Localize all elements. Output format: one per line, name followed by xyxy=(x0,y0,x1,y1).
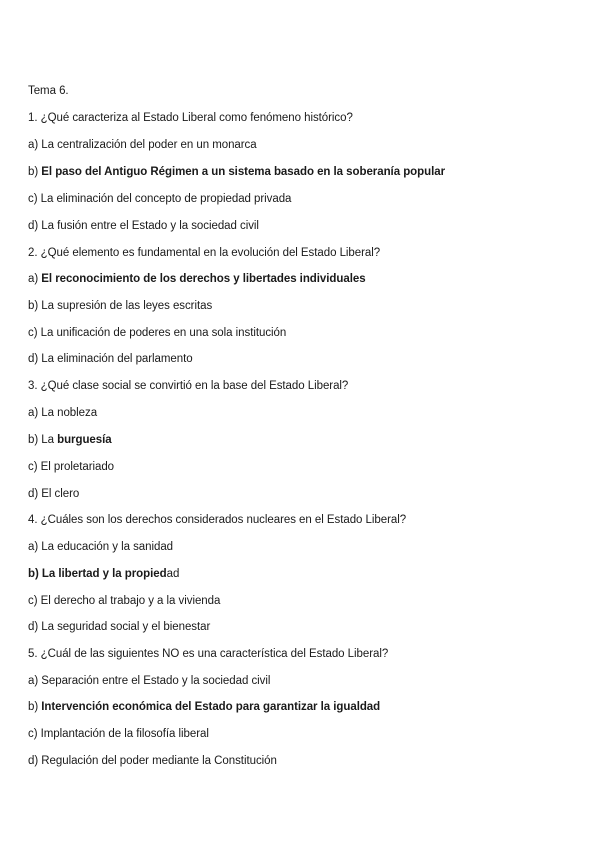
q5-option-a: a) Separación entre el Estado y la sociedad civil xyxy=(28,675,271,687)
q5-option-b-prefix: b) xyxy=(28,701,42,713)
q1-option-a: a) La centralización del poder en un monarca xyxy=(28,139,257,151)
q2-option-a-prefix: a) xyxy=(28,273,42,285)
q2-option-b: b) La supresión de las leyes escritas xyxy=(28,300,213,312)
q1-option-d: d) La fusión entre el Estado y la sociedad civil xyxy=(28,220,259,232)
q5-option-d: d) Regulación del poder mediante la Constitución xyxy=(28,755,277,767)
question-1: 1. ¿Qué caracteriza al Estado Liberal como fenómeno histórico? xyxy=(28,112,353,124)
q3-option-c: c) El proletariado xyxy=(28,461,115,473)
q5-option-b-answer: Intervención económica del Estado para garantizar la igualdad xyxy=(41,701,381,713)
q4-option-a: a) La educación y la sanidad xyxy=(28,541,174,553)
q5-option-b xyxy=(28,700,380,714)
q4-option-b-answer: b) La libertad y la propied xyxy=(28,568,167,580)
question-4: 4. ¿Cuáles son los derechos considerados nucleares en el Estado Liberal? xyxy=(28,514,407,526)
q3-option-b xyxy=(28,433,112,447)
q3-option-b-answer: burguesía xyxy=(57,434,112,446)
q4-option-b xyxy=(28,567,179,581)
q5-option-c: c) Implantación de la filosofía liberal xyxy=(28,728,209,740)
document-title: Tema 6. xyxy=(28,85,69,97)
q2-option-c: c) La unificación de poderes en una sola institución xyxy=(28,327,287,339)
question-3: 3. ¿Qué clase social se convirtió en la base del Estado Liberal? xyxy=(28,380,349,392)
q1-option-b-answer: El paso del Antiguo Régimen a un sistema basado en la soberanía popular xyxy=(41,166,446,178)
q1-option-c: c) La eliminación del concepto de propiedad privada xyxy=(28,193,292,205)
q4-option-c: c) El derecho al trabajo y a la vivienda xyxy=(28,595,221,607)
q1-option-b xyxy=(28,165,445,179)
question-5: 5. ¿Cuál de las siguientes NO es una característica del Estado Liberal? xyxy=(28,648,389,660)
q2-option-a xyxy=(28,272,366,286)
q4-option-b-suffix: ad xyxy=(166,568,180,580)
q3-option-d: d) El clero xyxy=(28,488,80,500)
question-2: 2. ¿Qué elemento es fundamental en la evolución del Estado Liberal? xyxy=(28,247,381,259)
q2-option-a-answer: El reconocimiento de los derechos y libertades individuales xyxy=(41,273,366,285)
q3-option-a: a) La nobleza xyxy=(28,407,98,419)
q1-option-b-prefix: b) xyxy=(28,166,42,178)
q3-option-b-prefix: b) La xyxy=(28,434,58,446)
q4-option-d: d) La seguridad social y el bienestar xyxy=(28,621,211,633)
q2-option-d: d) La eliminación del parlamento xyxy=(28,353,193,365)
